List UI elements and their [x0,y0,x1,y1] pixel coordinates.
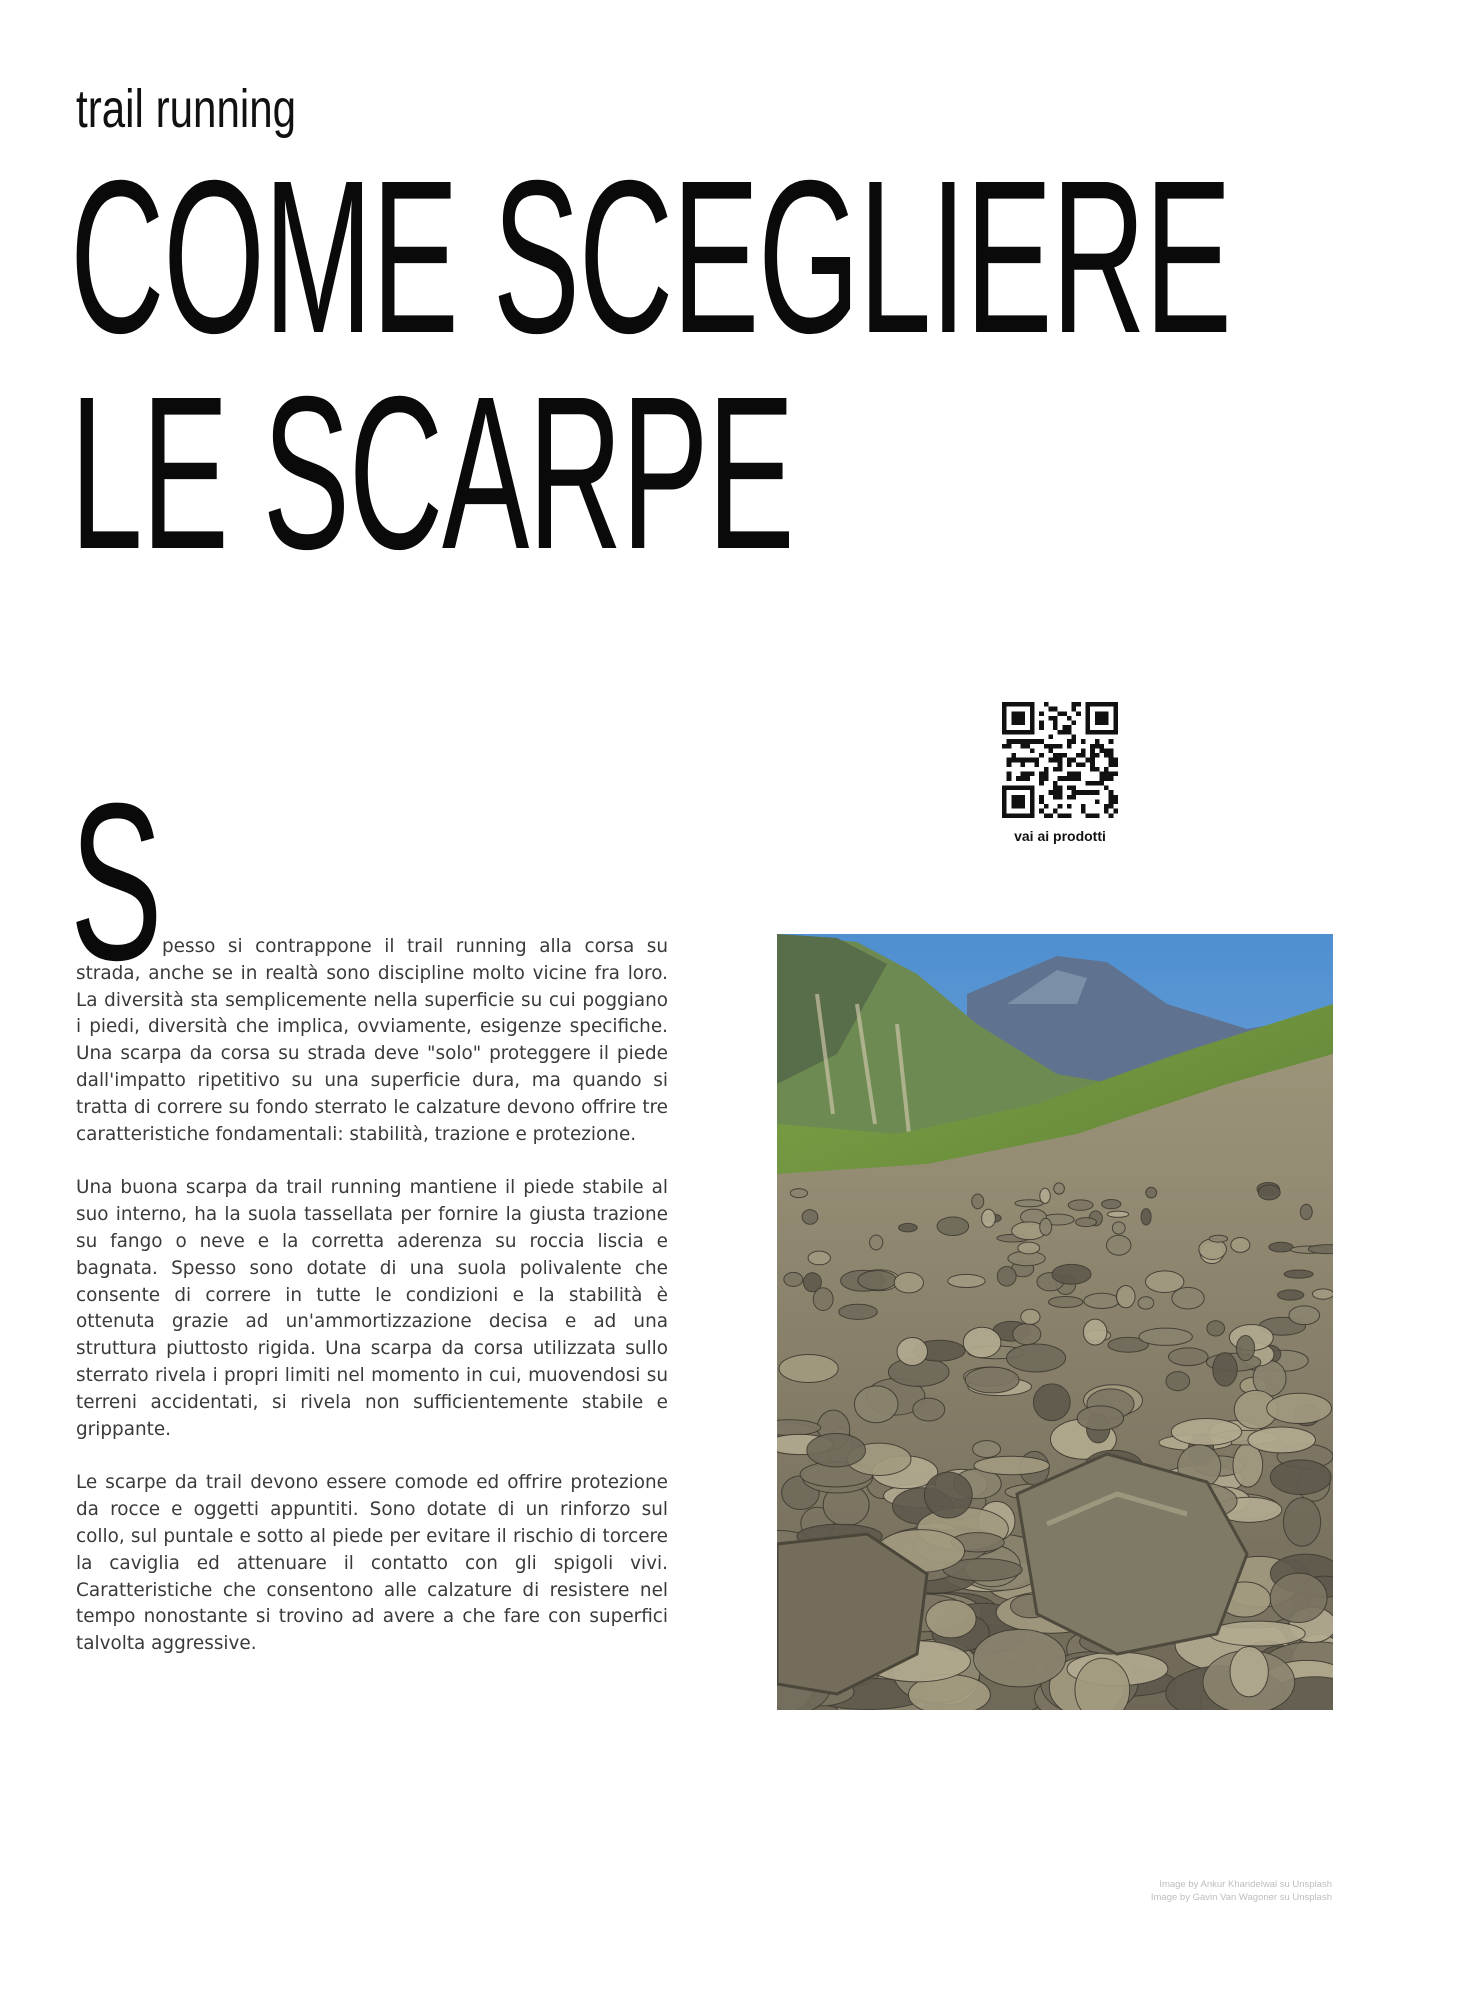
paragraph-3: Le scarpe da trail devono essere comode ed offrire protezione da rocce e oggetti appuntiti. Sono dotate di un rinforzo sul collo, sul puntale e sotto al piede per evitare il rischio di torcere la caviglia ed attenuare il contatto con gli spigoli vivi. Caratteristiche che consentono alle calzature di resistere nel tempo nonostante si trovino ad avere a che fare con superfici talvolta aggressive. [76,1472,668,1655]
paragraph-1: pesso si contrappone il trail running alla corsa su strada, anche se in realtà sono discipline molto vicine fra loro. La diversità sta semplicemente nella superficie su cui poggiano i piedi, diversità che implica, ovviamente, esigenze specifiche. Una scarpa da corsa su strada deve "solo" proteggere il piede dall'impatto ripetitivo su una superficie dura, ma quando si tratta di correre su fondo sterrato le calzature devono offrire tre caratteristiche fondamentali: stabilità, trazione e protezione. [76,936,668,1145]
qr-link[interactable] [1000,702,1120,844]
kicker: trail running [76,79,297,139]
qr-label[interactable]: vai ai prodotti [1014,828,1106,844]
credit-line-1: Image by Ankur Khandelwal su Unsplash [1159,1879,1332,1890]
photo-illustration [777,934,1333,1710]
drop-cap: S [70,757,163,1007]
paragraph-2: Una buona scarpa da trail running mantiene il piede stabile al suo interno, ha la suola tassellata per fornire la giusta trazione su fango o neve e la corretta aderenza su roccia liscia e bagnata. Spesso sono dotate di una suola polivalente che consente di correre in tutte le condizioni e la stabilità è ottenuta grazie ad un'ammortizzazione decisa e ad una struttura piuttosto rigida. Una scarpa da corsa utilizzata sullo sterrato rivela i propri limiti nel momento in cui, muovendosi su terreni accidentati, si rivela non sufficientemente stabile e grippante. [76,1177,668,1440]
credit-line-2: Image by Gavin Van Wagoner su Unsplash [1150,1892,1332,1903]
qr-code-icon[interactable] [1002,702,1118,818]
article-body [76,934,668,1685]
title-line-1: COME SCEGLIERE [70,136,1231,379]
page-title [70,136,1231,595]
title-line-2: LE SCARPE [70,352,794,595]
mountain-scree-photo [777,934,1333,1710]
image-credits [1151,1878,1332,1904]
